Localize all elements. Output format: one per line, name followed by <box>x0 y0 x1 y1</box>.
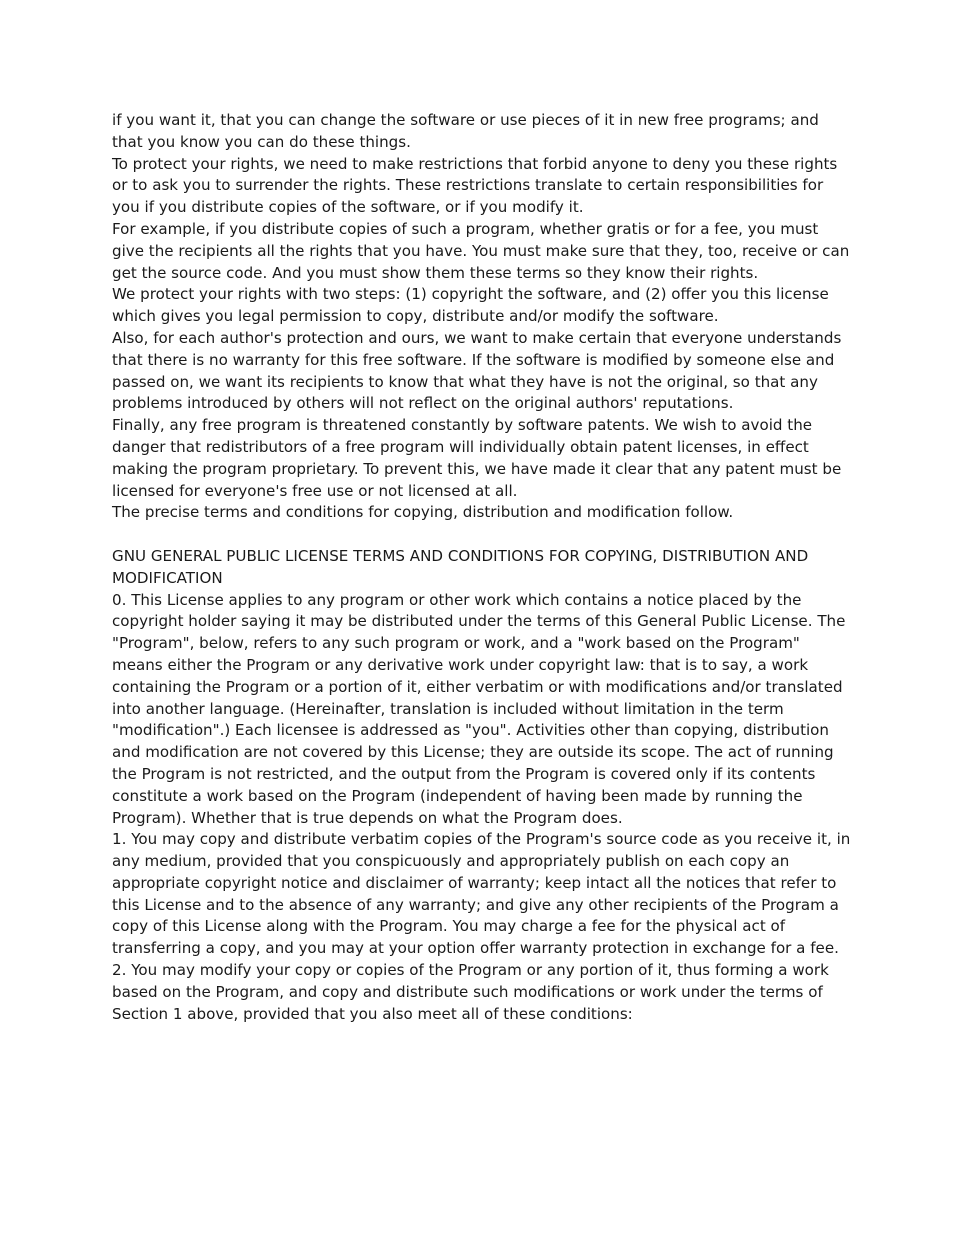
preamble-paragraph: We protect your rights with two steps: (1) copyright the software, and (2) offer you this license which gives you legal permission to copy, distribute and/or modify the software. <box>112 285 829 326</box>
preamble-paragraph: Also, for each author's protection and ours, we want to make certain that everyone understands that there is no warranty for this free software. If the software is modified by someone else and passed on, we want its recipients to know that what they have is not the original, so that any problems introduced by others will not reflect on the original authors' reputations. <box>112 328 842 413</box>
blank-line <box>112 524 852 546</box>
preamble-paragraph: if you want it, that you can change the software or use pieces of it in new free programs; and that you know you can do these things. <box>112 111 819 151</box>
preamble-paragraph: For example, if you distribute copies of such a program, whether gratis or for a fee, you must give the recipients all the rights that you have. You must make sure that they, too, receive or can get the source code. And you must show them these terms so they know their rights. <box>112 219 850 282</box>
preamble-paragraph: The precise terms and conditions for copying, distribution and modification follow. <box>112 503 734 522</box>
document-page <box>112 110 852 1025</box>
terms-heading: GNU GENERAL PUBLIC LICENSE TERMS AND CONDITIONS FOR COPYING, DISTRIBUTION AND MODIFICATION <box>112 546 809 587</box>
terms-section-2: 2. You may modify your copy or copies of the Program or any portion of it, thus forming a work based on the Program, and copy and distribute such modifications or work under the terms of Section 1 above, provided that you also meet all of these conditions: <box>112 961 829 1023</box>
preamble-paragraph: Finally, any free program is threatened constantly by software patents. We wish to avoid the danger that redistributors of a free program will individually obtain patent licenses, in effect making the program proprietary. To prevent this, we have made it clear that any patent must be licensed for everyone's free use or not licensed at all. <box>112 416 842 500</box>
terms-section-1: 1. You may copy and distribute verbatim copies of the Program's source code as you receive it, in any medium, provided that you conspicuously and appropriately publish on each copy an appropriate copyright notice and disclaimer of warranty; keep intact all the notices that refer to this License and to the absence of any warranty; and give any other recipients of the Program a copy of this License along with the Program. You may charge a fee for the physical act of transferring a copy, and you may at your option offer warranty protection in exchange for a fee. <box>112 830 851 958</box>
preamble-paragraph: To protect your rights, we need to make restrictions that forbid anyone to deny you these rights or to ask you to surrender the rights. These restrictions translate to certain responsibilities for you if you distribute copies of the software, or if you modify it. <box>112 154 838 217</box>
terms-section-0: 0. This License applies to any program or other work which contains a notice placed by the copyright holder saying it may be distributed under the terms of this General Public License. The "Program", below, refers to any such program or work, and a "work based on the Program" means either the Program or any derivative work under copyright law: that is to say, a work containing the Program or a portion of it, either verbatim or with modifications and/or translated into another language. (Hereinafter, translation is included without limitation in the term "modification".) Each licensee is addressed as "you". Activities other than copying, distribution and modification are not covered by this License; they are outside its scope. The act of running the Program is not restricted, and the output from the Program is covered only if its contents constitute a work based on the Program (independent of having been made by running the Program). Whether that is true depends on what the Program does. <box>112 590 846 827</box>
